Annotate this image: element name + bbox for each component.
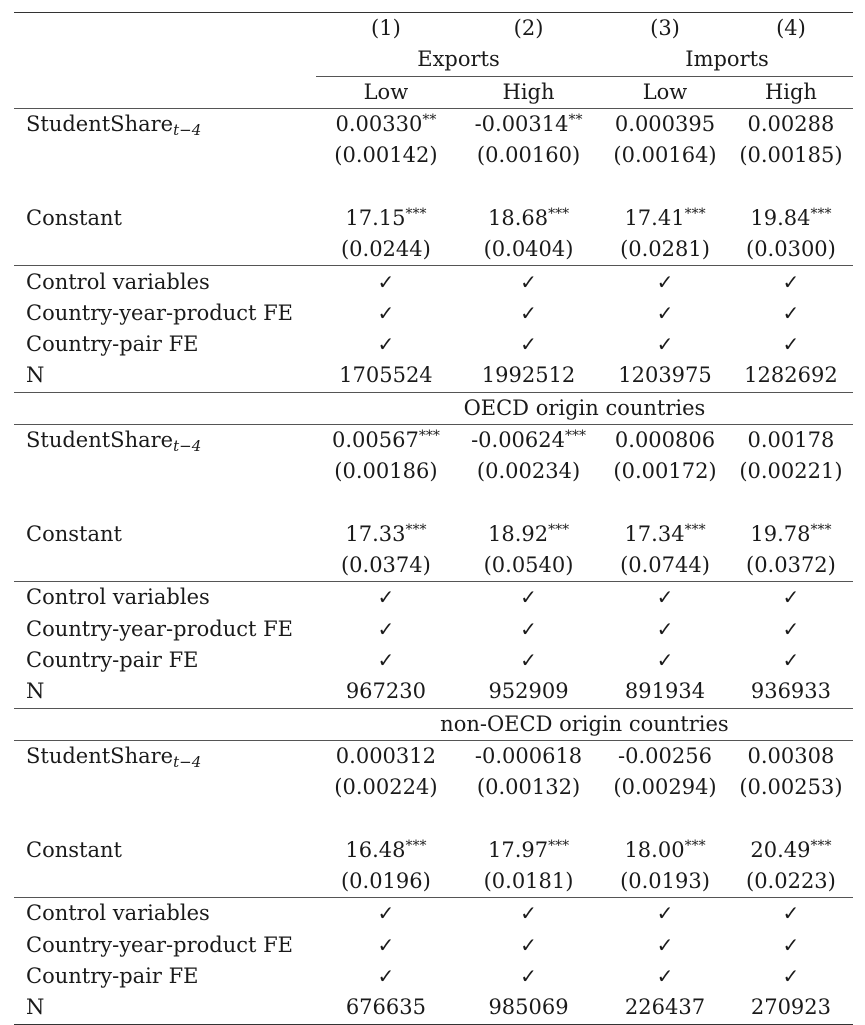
coef-value: 18.68 [487,205,549,230]
studentshare-label [14,108,316,140]
se-blank [14,550,316,582]
col-number: (4) [729,13,853,45]
control-variables-label: Control variables [14,582,316,614]
checkmark-icon: ✓ [377,964,395,989]
se-cell: (0.00172) [613,459,717,484]
coef-stars: ** [568,112,583,129]
coef-value: -0.00314 [474,112,569,137]
coef-value: 0.000806 [614,428,716,452]
checkmark-icon: ✓ [520,648,537,673]
country-pair-fe-label: Country-pair FE [26,964,199,989]
panel-title-row [14,708,853,740]
se-cell: (0.0281) [620,237,710,262]
checkmark-icon: ✓ [729,898,853,930]
studentshare-se-row [14,140,853,171]
coef-value: 0.000395 [614,112,716,137]
checkmark-icon: ✓ [656,300,674,325]
se-cell: (0.0193) [620,869,710,894]
se-cell: (0.0372) [746,553,836,578]
coef-stars: *** [684,521,706,538]
header-row-groups [14,44,853,76]
checkmark-icon: ✓ [377,616,395,641]
coef-cell [729,519,853,550]
constant-label: Constant [26,205,122,230]
coef-stars: *** [548,837,570,854]
checkmark-icon: ✓ [729,266,853,298]
coef-cell [456,740,601,772]
spacer [14,171,853,202]
n-row [14,992,853,1024]
col-number: (3) [601,13,729,45]
coef-cell [601,835,729,866]
country-pair-fe-label: Country-pair FE [26,648,199,673]
checkmark-icon: ✓ [601,582,729,614]
studentshare-label-sub: t−4 [173,121,202,140]
checkmark-icon: ✓ [782,964,800,989]
n-row [14,676,853,708]
coef-value: 17.41 [624,205,685,230]
coef-value: 17.33 [345,521,406,546]
coef-cell [601,519,729,550]
group-exports: Exports [316,44,601,76]
se-cell: (0.00234) [476,459,581,484]
country-year-product-fe-label: Country-year-product FE [26,616,294,641]
n-cell: 952909 [488,679,569,704]
checkmark-icon: ✓ [656,648,674,673]
spacer-row [14,487,853,518]
constant-se-row [14,234,853,266]
coef-value: 0.00178 [747,428,835,452]
spacer [14,803,853,834]
country-year-product-fe-label: Country-year-product FE [26,300,294,325]
se-cell: (0.0300) [746,237,836,262]
coef-cell [316,203,456,234]
checkmark-icon: ✓ [520,616,537,641]
coef-value: 0.00567 [331,428,419,452]
coef-cell [729,835,853,866]
checkmark-icon: ✓ [520,332,537,357]
studentshare-label-base: StudentShare [26,112,174,137]
constant-row [14,203,853,234]
checkmark-icon: ✓ [782,332,800,357]
coef-value: 0.00288 [747,112,835,137]
country-pair-fe-row [14,961,853,992]
coef-stars: *** [405,837,427,854]
coef-cell [601,740,729,772]
coef-cell [456,203,601,234]
se-cell: (0.0223) [746,869,836,894]
n-cell: 891934 [624,679,706,704]
coef-cell [601,203,729,234]
checkmark-icon: ✓ [782,300,800,325]
panel-title-blank [14,392,316,424]
coef-cell [316,424,456,456]
checkmark-icon: ✓ [377,300,395,325]
coef-stars: *** [810,521,832,538]
country-pair-fe-row [14,645,853,676]
control-variables-label: Control variables [14,898,316,930]
coef-value: 17.34 [624,521,685,546]
panel-title-blank [14,708,316,740]
se-blank [14,140,316,171]
checkmark-icon: ✓ [377,648,395,673]
studentshare-row [14,424,853,456]
header-blank [14,76,316,108]
regression-table [14,12,853,1025]
se-cell: (0.00160) [476,143,581,168]
coef-cell [316,519,456,550]
checkmark-icon: ✓ [656,616,674,641]
coef-cell [601,108,729,140]
se-blank [14,456,316,487]
coef-value: 18.00 [624,837,685,862]
subcol-label: High [502,79,555,104]
checkmark-icon: ✓ [782,932,800,957]
se-cell: (0.0196) [340,869,431,894]
se-cell: (0.00186) [334,459,438,484]
checkmark-icon: ✓ [782,616,800,641]
checkmark-icon: ✓ [456,898,601,930]
col-number: (1) [316,13,456,45]
se-cell: (0.00164) [613,143,717,168]
coef-stars: *** [418,428,440,444]
studentshare-label-base: StudentShare [26,743,174,768]
country-year-product-fe-row [14,930,853,961]
n-label: N [26,363,45,388]
studentshare-label [14,424,316,456]
checkmark-icon: ✓ [601,898,729,930]
se-cell: (0.0244) [340,237,431,262]
checkmark-icon: ✓ [656,964,674,989]
control-variables-label: Control variables [14,266,316,298]
constant-label: Constant [26,521,122,546]
coef-stars: *** [565,428,586,444]
control-variables-row [14,898,853,930]
se-cell: (0.00224) [334,775,438,800]
constant-se-row [14,550,853,582]
coef-cell [729,740,853,772]
checkmark-icon: ✓ [377,932,395,957]
coef-stars: *** [810,205,832,222]
coef-value: -0.00256 [618,743,712,768]
coef-value: 17.97 [487,837,549,862]
studentshare-row [14,740,853,772]
coef-value: 19.78 [750,521,811,546]
control-variables-row [14,582,853,614]
country-pair-fe-row [14,329,853,360]
n-cell: 676635 [316,992,456,1024]
constant-se-row [14,866,853,898]
studentshare-se-row [14,772,853,803]
se-cell: (0.00132) [476,775,581,800]
subcol-label: Low [642,79,688,104]
spacer-row [14,171,853,202]
checkmark-icon: ✓ [316,898,456,930]
coef-stars: *** [684,837,706,854]
subcol-label: Low [363,79,409,104]
coef-cell [316,740,456,772]
country-year-product-fe-row [14,614,853,645]
se-cell: (0.0404) [483,237,574,262]
checkmark-icon: ✓ [456,266,601,298]
constant-row [14,519,853,550]
coef-stars: *** [405,521,427,538]
checkmark-icon: ✓ [377,332,395,357]
n-row [14,360,853,392]
coef-cell [456,519,601,550]
checkmark-icon: ✓ [456,582,601,614]
col-number: (2) [456,13,601,45]
country-year-product-fe-row [14,298,853,329]
checkmark-icon: ✓ [520,300,537,325]
se-cell: (0.00294) [613,775,717,800]
n-cell: 270923 [729,992,853,1024]
coef-stars: *** [548,521,570,538]
n-label: N [26,679,45,704]
constant-label: Constant [26,837,122,862]
coef-value: 0.00308 [747,743,835,768]
coef-value: 17.15 [345,205,406,230]
checkmark-icon: ✓ [656,332,674,357]
studentshare-label-sub: t−4 [173,437,202,455]
coef-cell [456,424,601,456]
coef-cell [729,108,853,140]
se-cell: (0.00221) [739,459,843,484]
coef-value: 16.48 [345,837,406,862]
panel-title-row [14,392,853,424]
coef-cell [729,424,853,456]
coef-stars: *** [548,205,570,222]
coef-value: 19.84 [750,205,811,230]
se-cell: (0.0744) [620,553,710,578]
checkmark-icon: ✓ [520,964,537,989]
n-cell: 1203975 [618,363,712,388]
group-imports: Imports [601,44,853,76]
n-cell: 967230 [345,679,426,704]
coef-stars: ** [422,112,437,129]
spacer [14,487,853,518]
panel-title: non-OECD origin countries [316,708,853,740]
studentshare-row [14,108,853,140]
coef-cell [456,108,601,140]
se-cell: (0.0181) [483,869,574,894]
coef-cell [316,835,456,866]
studentshare-label [14,740,316,772]
n-cell: 1992512 [481,363,576,388]
coef-value: 0.00330 [335,112,423,137]
se-cell: (0.0374) [340,553,431,578]
se-cell: (0.00142) [334,143,438,168]
header-blank [14,13,316,45]
header-row-subcols [14,76,853,108]
constant-row [14,835,853,866]
checkmark-icon: ✓ [656,932,674,957]
coef-value: -0.000618 [474,743,583,768]
coef-value: 0.000312 [335,743,436,768]
se-cell: (0.0540) [483,553,574,578]
studentshare-se-row [14,456,853,487]
checkmark-icon: ✓ [601,266,729,298]
se-blank [14,234,316,266]
se-cell: (0.00185) [739,143,843,168]
header-blank [14,44,316,76]
coef-cell [456,835,601,866]
country-pair-fe-label: Country-pair FE [26,332,199,357]
spacer-row [14,803,853,834]
coef-cell [601,424,729,456]
coef-value: -0.00624 [471,428,565,452]
studentshare-label-sub: t−4 [173,752,202,771]
control-variables-row [14,266,853,298]
country-year-product-fe-label: Country-year-product FE [26,932,294,957]
coef-stars: *** [405,205,427,222]
n-cell: 936933 [750,679,832,704]
n-cell: 1282692 [744,363,838,388]
coef-cell [316,108,456,140]
se-cell: (0.00253) [739,775,843,800]
checkmark-icon: ✓ [520,932,537,957]
n-label: N [14,992,316,1024]
studentshare-label-base: StudentShare [26,428,174,452]
subcol-label: High [764,79,817,104]
n-cell: 226437 [601,992,729,1024]
n-cell: 1705524 [339,363,433,388]
coef-stars: *** [810,837,832,854]
coef-value: 20.49 [750,837,811,862]
panel-title: OECD origin countries [316,392,853,424]
se-blank [14,866,316,898]
checkmark-icon: ✓ [782,648,800,673]
n-cell: 985069 [456,992,601,1024]
checkmark-icon: ✓ [729,582,853,614]
coef-stars: *** [684,205,706,222]
header-row-numbers [14,13,853,45]
coef-value: 18.92 [487,521,549,546]
checkmark-icon: ✓ [316,266,456,298]
checkmark-icon: ✓ [316,582,456,614]
coef-cell [729,203,853,234]
se-blank [14,772,316,803]
